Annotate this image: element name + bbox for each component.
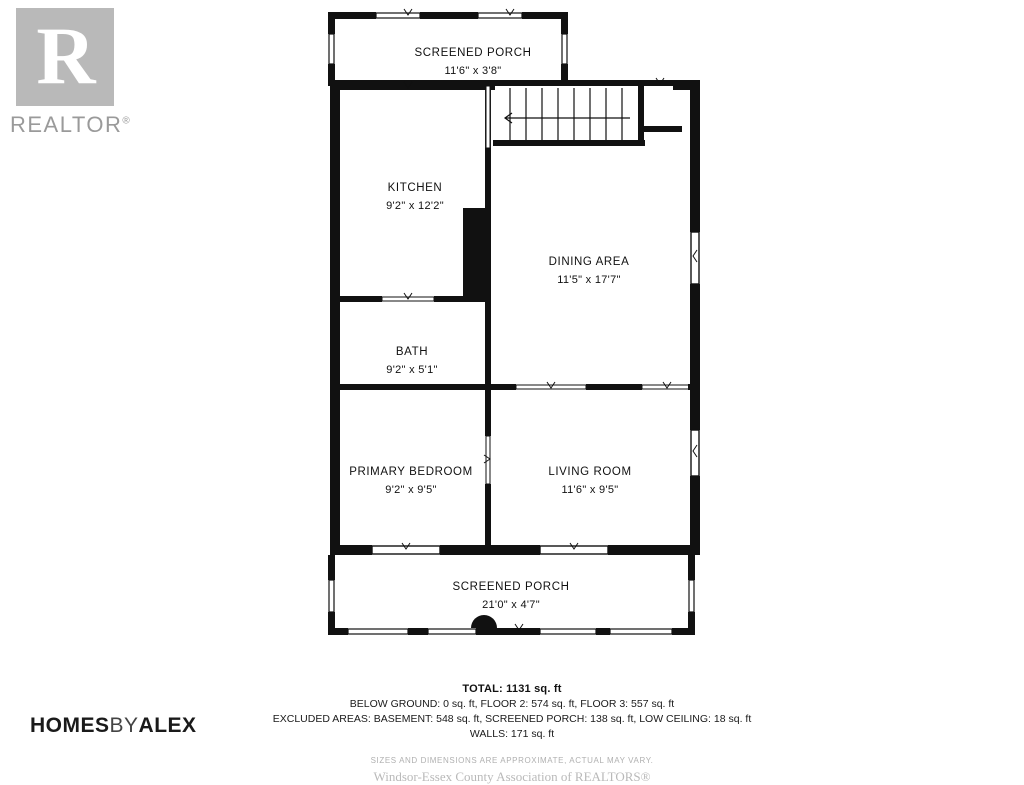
- room-dimensions: 21'0" x 4'7": [482, 598, 540, 611]
- room-label-screened-porch-bottom: [411, 579, 611, 614]
- walls-area-text: WALLS: 171 sq. ft: [469, 728, 555, 741]
- room-dimensions: 11'6" x 9'5": [561, 483, 619, 496]
- room-name: BATH: [395, 346, 429, 358]
- room-name: SCREENED PORCH: [414, 47, 532, 59]
- floor-plan-drawing: [300, 0, 720, 660]
- room-name: LIVING ROOM: [548, 466, 632, 478]
- room-dimensions: 9'2" x 5'1": [386, 363, 438, 376]
- room-dimensions: 9'2" x 9'5": [385, 483, 437, 496]
- room-label-bath: [312, 344, 512, 379]
- brand-part-alex: ALEX: [138, 714, 197, 737]
- floor-plan: [300, 0, 720, 660]
- room-dimensions: 11'6" x 3'8": [444, 64, 502, 77]
- brand-part-homes: HOMES: [30, 714, 110, 737]
- disclaimer-text: SIZES AND DIMENSIONS ARE APPROXIMATE, ACTUAL MAY VARY.: [370, 755, 654, 765]
- room-name: PRIMARY BEDROOM: [349, 466, 473, 478]
- room-name: SCREENED PORCH: [452, 581, 570, 593]
- realtor-registered-mark: ®: [122, 115, 132, 127]
- room-label-living-room: [490, 464, 690, 499]
- floor-breakdown-text: BELOW GROUND: 0 sq. ft, FLOOR 2: 574 sq. ft, FLOOR 3: 557 sq. ft: [349, 698, 675, 710]
- realtor-wordmark-text: REALTOR: [10, 112, 123, 137]
- excluded-areas-text: EXCLUDED AREAS: BASEMENT: 548 sq. ft, SCREENED PORCH: 138 sq. ft, LOW CEILING: 18 sq. ft: [272, 713, 752, 726]
- room-name: KITCHEN: [387, 182, 443, 194]
- homes-by-alex-logo: [30, 714, 197, 738]
- total-area-text: TOTAL: 1131 sq. ft: [462, 683, 562, 695]
- realtor-wordmark: [10, 112, 131, 138]
- room-label-kitchen: [315, 180, 515, 215]
- room-dimensions: 9'2" x 12'2": [386, 199, 444, 212]
- floor-plan-walls: [328, 9, 700, 635]
- room-name: DINING AREA: [548, 256, 630, 268]
- room-label-primary-bedroom: [311, 464, 511, 499]
- room-dimensions: 11'5" x 17'7": [557, 273, 621, 286]
- room-label-screened-porch-top: [373, 45, 573, 80]
- room-label-dining-area: [489, 254, 689, 289]
- brand-part-by: BY: [109, 714, 139, 737]
- realtor-logo-letter: R: [36, 10, 94, 101]
- association-text: Windsor-Essex County Association of REALTORS®: [373, 768, 651, 784]
- realtor-logo-mark: [16, 8, 114, 106]
- realtor-logo: [8, 8, 138, 136]
